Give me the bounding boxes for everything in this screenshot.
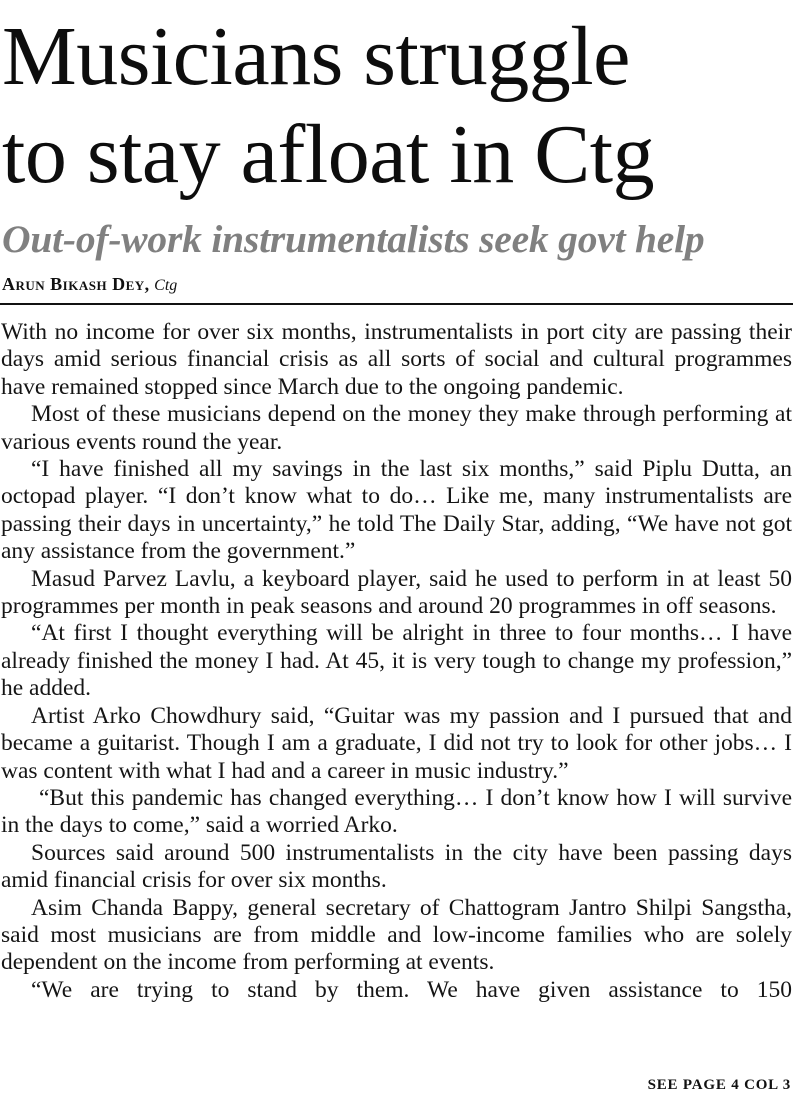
- paragraph: “I have finished all my savings in the last six months,” said Piplu Dutta, an octopad player. “I don’t know what to do… Like me, many instrumentalists are passing their days in uncertainty,” he told The Daily Star, adding, “We have not got any assistance from the government.”: [1, 456, 792, 565]
- headline-line-2: to stay afloat in Ctg: [2, 108, 655, 201]
- paragraph: Artist Arko Chowdhury said, “Guitar was my passion and I pursued that and became a guitarist. Though I am a graduate, I did not try to look for other jobs… I was content with what I had and a career in music industry.”: [1, 702, 792, 784]
- byline-location: Ctg: [154, 277, 178, 294]
- headline-line-1: Musicians struggle: [2, 10, 630, 103]
- paragraph: Masud Parvez Lavlu, a keyboard player, said he used to perform in at least 50 programmes per month in peak seasons and around 20 programmes in off seasons.: [1, 565, 792, 620]
- paragraph: “We are trying to stand by them. We have given assistance to 150: [31, 976, 792, 1003]
- headline: [2, 8, 792, 204]
- paragraph: “At first I thought everything will be alright in three to four months… I have already finished the money I had. At 45, it is very tough to change my profession,” he added.: [1, 620, 792, 702]
- subheadline: Out-of-work instrumentalists seek govt help: [2, 217, 705, 261]
- divider-rule: [0, 303, 793, 305]
- continuation-reference: SEE PAGE 4 COL 3: [647, 1077, 791, 1093]
- paragraph: Sources said around 500 instrumentalists in the city have been passing days amid financial crisis for over six months.: [1, 839, 792, 894]
- paragraph: “But this pandemic has changed everything… I don’t know how I will survive in the days to come,” said a worried Arko.: [1, 784, 792, 839]
- paragraph: With no income for over six months, instrumentalists in port city are passing their days amid serious financial crisis as all sorts of social and cultural programmes have remained stopped since March due to the ongoing pandemic.: [1, 319, 792, 400]
- paragraph: Asim Chanda Bappy, general secretary of Chattogram Jantro Shilpi Sangstha, said most musicians are from middle and low-income families who are solely dependent on the income from performing at events.: [1, 894, 792, 976]
- byline-author: Arun Bikash Dey,: [2, 274, 150, 294]
- paragraph: Most of these musicians depend on the money they make through performing at various events round the year.: [1, 401, 792, 455]
- article-body: [1, 319, 792, 1004]
- byline: [2, 272, 177, 298]
